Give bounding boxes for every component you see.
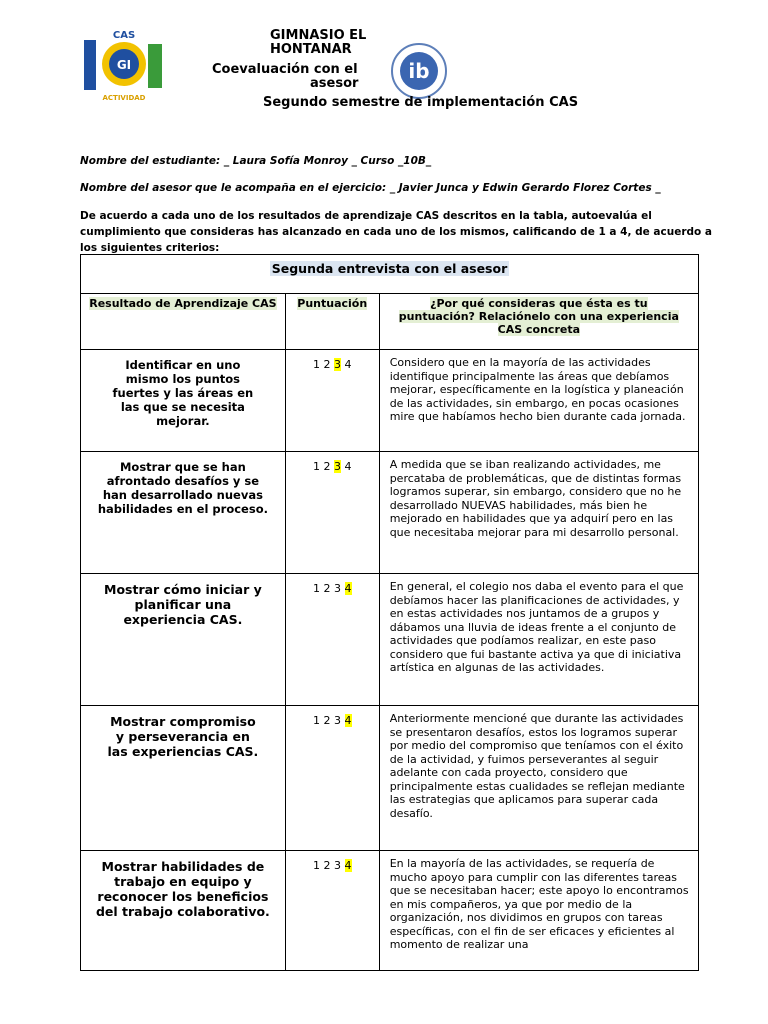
header-result: Resultado de Aprendizaje CAS [89, 297, 277, 310]
table-row [81, 706, 699, 851]
school-name-line1: GIMNASIO EL [270, 28, 367, 43]
student-name-field: Nombre del estudiante: _ Laura Sofía Monroy _ Curso _10B_ [80, 155, 432, 167]
selected-score: 3 [334, 358, 341, 371]
document-title-line1: Coevaluación con el [212, 62, 358, 77]
result-cell: Identificar en uno mismo los puntos fuertes y las áreas en las que se necesita mejorar. [81, 350, 286, 452]
score-cell: 1 2 3 4 [285, 706, 379, 851]
header-why: ¿Por qué consideras que ésta es tu puntuación? Relaciónelo con una experiencia CAS concreta [398, 297, 679, 336]
document-title-line2: asesor [310, 76, 359, 91]
ib-logo-text: ib [408, 59, 430, 83]
advisor-name-field: Nombre del asesor que le acompaña en el ejercicio: _ Javier Junca y Edwin Gerardo Florez Cortes _ [80, 182, 661, 194]
cas-logo-text: CAS [112, 30, 136, 41]
table-header-row [81, 294, 699, 350]
explanation-cell: En general, el colegio nos daba el evento para el que debíamos hacer las planificaciones de actividades, y en estas actividades nos juntamos de a grupos y dábamos una lluvia de ideas frente a el conjunto de actividades que podíamos realizar, en este paso considero que fui bastante activa ya que di iniciativa artística en algunas de las actividades. [379, 574, 698, 706]
evaluation-table [80, 254, 699, 971]
semester-title: Segundo semestre de implementación CAS [263, 95, 579, 110]
selected-score: 4 [344, 859, 352, 872]
cas-logo [80, 28, 168, 104]
ib-logo [390, 42, 448, 100]
table-row [81, 452, 699, 574]
table-row [81, 574, 699, 706]
school-name-line2: HONTANAR [270, 42, 352, 57]
result-cell: Mostrar habilidades de trabajo en equipo y reconocer los beneficios del trabajo colaborativo. [81, 851, 286, 971]
table-row [81, 350, 699, 452]
svg-text:GI: GI [116, 58, 132, 72]
explanation-cell: Considero que en la mayoría de las actividades identifique principalmente las áreas que debíamos mejorar, específicamente en la logística y planeación de las actividades, sin embargo, en pocas ocasiones mire que habíamos hecho bien durante cada jornada. [379, 350, 698, 452]
score-cell: 1 2 3 4 [285, 851, 379, 971]
score-cell: 1 2 3 4 [285, 350, 379, 452]
result-cell: Mostrar que se han afrontado desafíos y se han desarrollado nuevas habilidades en el proceso. [81, 452, 286, 574]
explanation-cell: Anteriormente mencioné que durante las actividades se presentaron desafíos, estos los logramos superar por medio del compromiso que teníamos con el éxito de la actividad, y fuimos perseverantes al seguir adelante con cada proyecto, considero que principalmente estas cualidades se reflejan mediante las estrategias que aplicamos para superar cada desafío. [379, 706, 698, 851]
cas-logo-sub: ACTIVIDAD [102, 94, 146, 102]
score-cell: 1 2 3 4 [285, 452, 379, 574]
table-caption: Segunda entrevista con el asesor [271, 261, 508, 276]
result-cell: Mostrar compromiso y perseverancia en las experiencias CAS. [81, 706, 286, 851]
score-cell: 1 2 3 4 [285, 574, 379, 706]
table-caption-row [81, 255, 699, 294]
header-score: Puntuación [297, 297, 368, 310]
school-name [270, 29, 390, 57]
explanation-cell: En la mayoría de las actividades, se requería de mucho apoyo para cumplir con las diferentes tareas que se necesitaban hacer; este apoyo lo encontramos en mis compañeros, ya que por medio de la organización, nos dividimos en grupos con tareas específicas, con el fin de ser eficaces y eficientes al momento de realizar una [379, 851, 698, 971]
selected-score: 4 [344, 714, 352, 727]
selected-score: 4 [344, 582, 352, 595]
table-row [81, 851, 699, 971]
result-cell: Mostrar cómo iniciar y planificar una experiencia CAS. [81, 574, 286, 706]
instructions: De acuerdo a cada uno de los resultados de aprendizaje CAS descritos en la tabla, autoevalúa el cumplimiento que consideras has alcanzado en cada uno de los mismos, calificando de 1 a 4, de acuerdo a los siguientes criterios: [80, 210, 712, 254]
document-title [212, 63, 384, 91]
explanation-cell: A medida que se iban realizando actividades, me percataba de problemáticas, que de distintas formas logramos superar, sin embargo, considero que no he desarrollado NUEVAS habilidades, más bien he mejorado en habilidades que ya adquirí pero en las que necesitaba mejorar para mi desarrollo personal. [379, 452, 698, 574]
selected-score: 3 [334, 460, 341, 473]
